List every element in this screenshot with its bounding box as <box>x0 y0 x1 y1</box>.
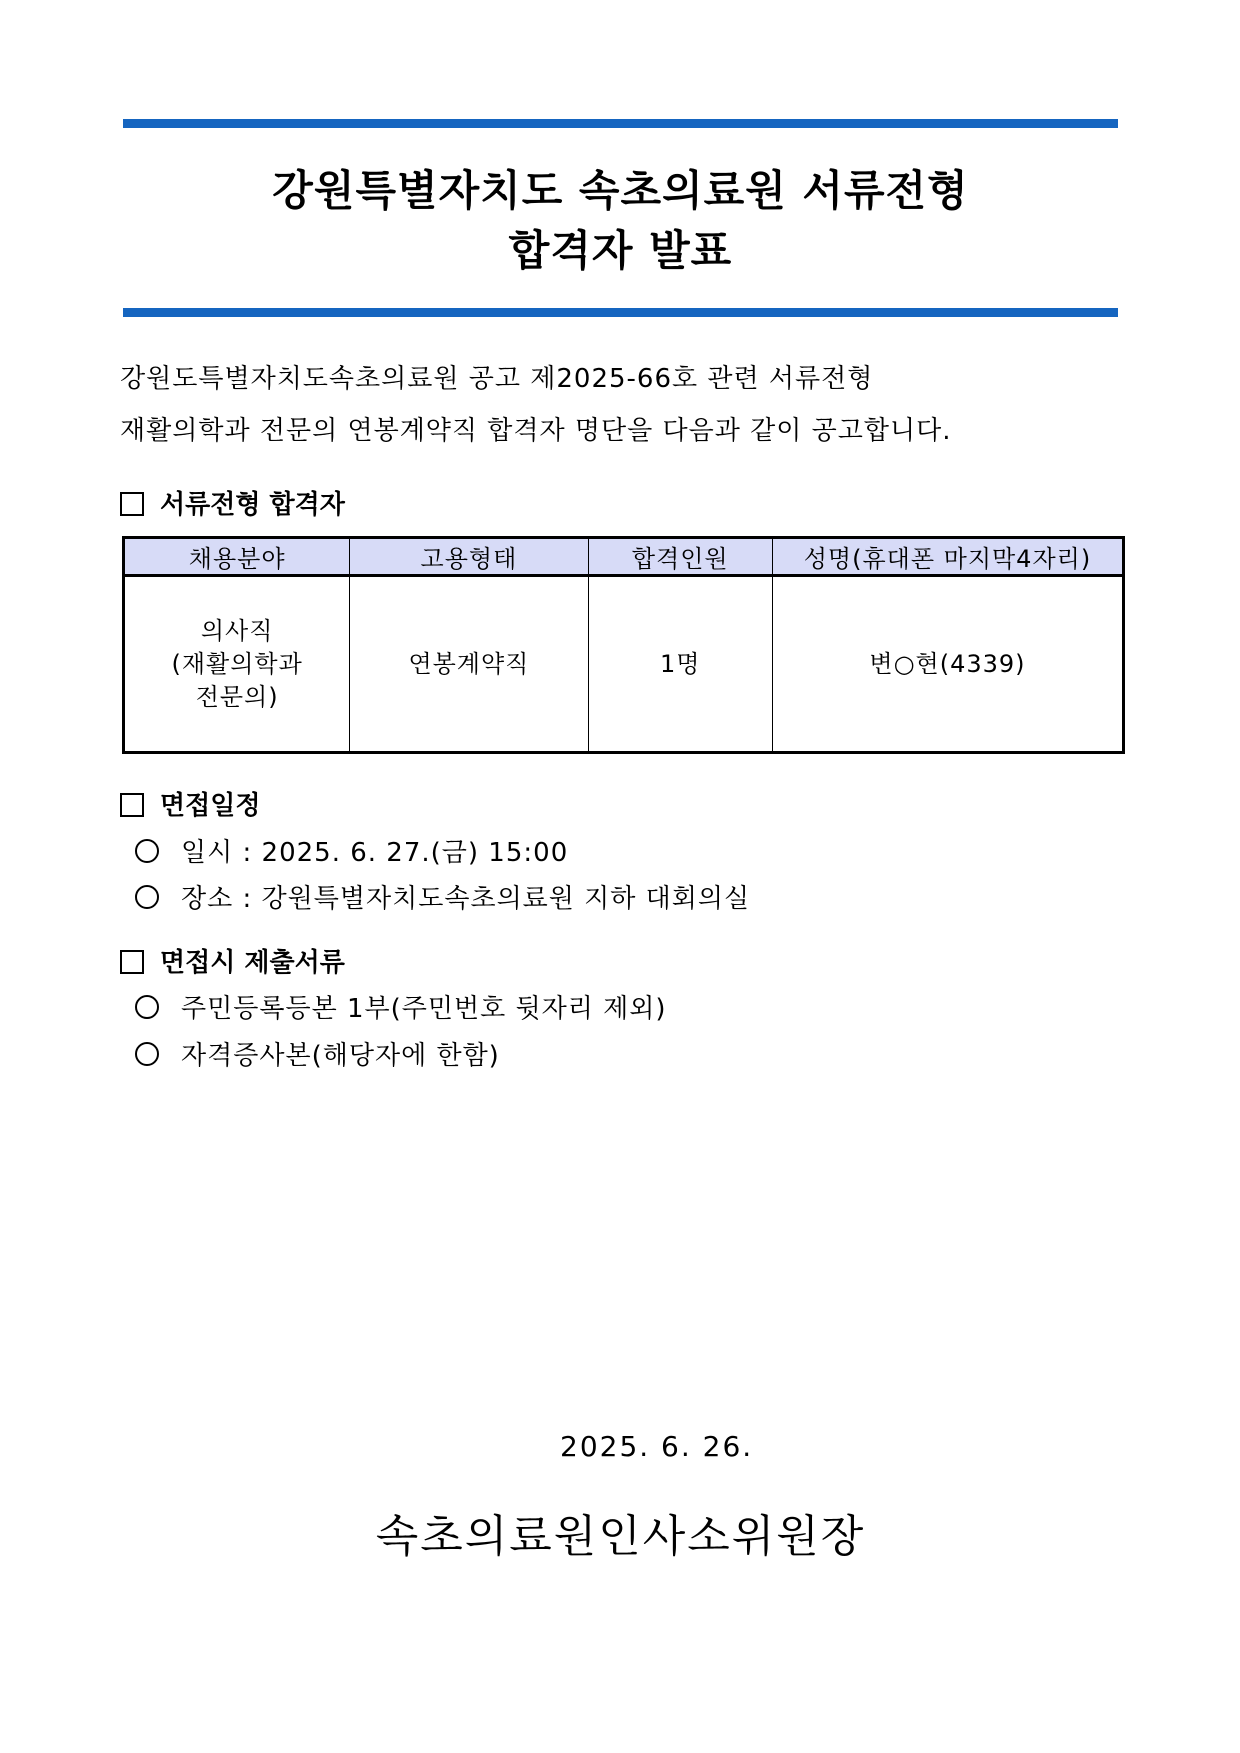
documents-heading-text: 면접시 제출서류 <box>160 948 345 978</box>
cell-field-line: (재활의학과 <box>171 649 303 678</box>
cell-name: 변○현(4339) <box>772 576 1123 753</box>
top-rule <box>123 119 1118 128</box>
interview-time: 일시 : 2025. 6. 27.(금) 15:00 <box>181 838 569 868</box>
circle-bullet-icon <box>135 1042 159 1066</box>
cell-count: 1명 <box>588 576 772 753</box>
list-item <box>135 878 750 915</box>
document-item: 자격증사본(해당자에 한함) <box>181 1041 500 1071</box>
document-item: 주민등록등본 1부(주민번호 뒷자리 제외) <box>181 994 667 1024</box>
intro-line-2: 재활의학과 전문의 연봉계약직 합격자 명단을 다음과 같이 공고합니다. <box>120 416 952 446</box>
column-header-employment: 고용형태 <box>350 538 588 576</box>
cell-field <box>124 576 350 753</box>
list-item <box>135 988 666 1025</box>
circle-bullet-icon <box>135 839 159 863</box>
square-bullet-icon <box>120 492 144 516</box>
table-row <box>124 576 1124 753</box>
results-heading-text: 서류전형 합격자 <box>160 490 345 520</box>
results-table <box>122 536 1125 754</box>
interview-location: 장소 : 강원특별자치도속초의료원 지하 대회의실 <box>181 884 751 914</box>
circle-bullet-icon <box>135 885 159 909</box>
list-item <box>135 832 568 869</box>
square-bullet-icon <box>120 950 144 974</box>
page-subtitle: 합격자 발표 <box>508 226 733 275</box>
page-title: 강원특별자치도 속초의료원 서류전형 <box>272 166 969 215</box>
column-header-field: 채용분야 <box>124 538 350 576</box>
results-section-heading <box>120 484 345 521</box>
announcement-date: 2025. 6. 26. <box>560 1430 754 1463</box>
documents-section-heading <box>120 942 345 979</box>
interview-heading-text: 면접일정 <box>160 791 261 821</box>
table-header-row <box>124 538 1124 576</box>
column-header-count: 합격인원 <box>588 538 772 576</box>
intro-line-1: 강원도특별자치도속초의료원 공고 제2025-66호 관련 서류전형 <box>120 364 874 394</box>
bottom-rule <box>123 308 1118 317</box>
cell-field-line: 의사직 <box>200 616 274 645</box>
column-header-name: 성명(휴대폰 마지막4자리) <box>772 538 1123 576</box>
cell-field-line: 전문의) <box>195 682 279 711</box>
list-item <box>135 1035 500 1072</box>
square-bullet-icon <box>120 793 144 817</box>
cell-employment: 연봉계약직 <box>350 576 588 753</box>
signer-title: 속초의료원인사소위원장 <box>375 1511 866 1562</box>
interview-section-heading <box>120 785 260 822</box>
circle-bullet-icon <box>135 995 159 1019</box>
